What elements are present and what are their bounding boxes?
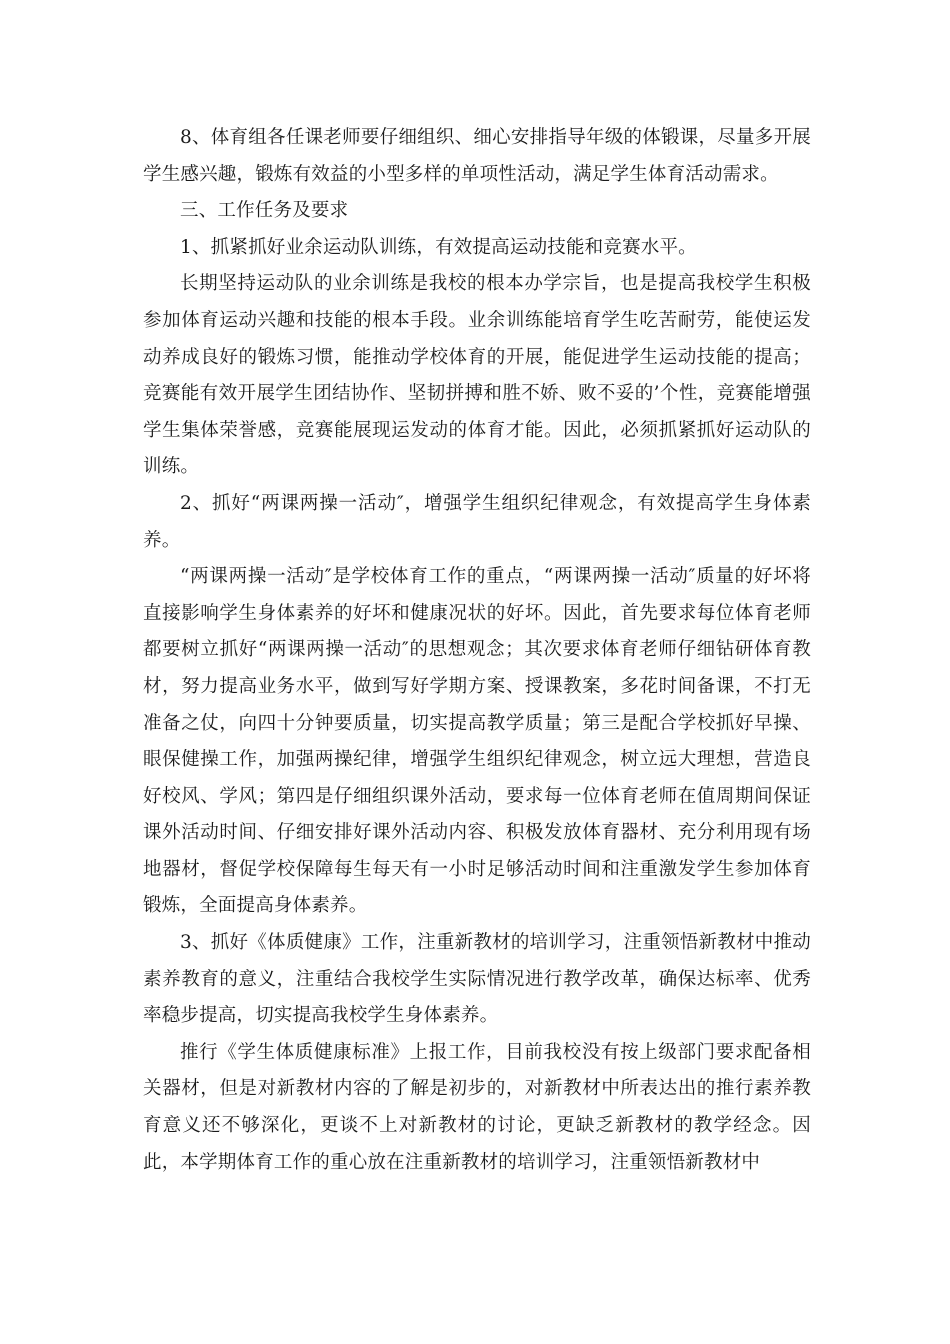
document-body <box>143 120 811 1181</box>
paragraph-two-classes: “两课两操一活动″是学校体育工作的重点，“两课两操一活动″质量的好坏将直接影响学生身体素养的好坏和健康况状的好坏。因此，首先要求每位体育老师都要树立抓好“两课两操一活动″的思想观念；其次要求体育老师仔细钻研体育教材，努力提高业务水平，做到写好学期方案、授课教案，多花时间备课，不打无准备之仗，向四十分钟要质量，切实提高教学质量；第三是配合学校抓好早操、眼保健操工作，加强两操纪律，增强学生组织纪律观念，树立远大理想，营造良好校风、学风；第四是仔细组织课外活动，要求每一位体育老师在值周期间保证课外活动时间、仔细安排好课外活动内容、积极发放体育器材、充分利用现有场地器材，督促学校保障每生每天有一小时足够活动时间和注重激发学生参加体育锻炼，全面提高身体素养。 <box>143 566 811 917</box>
paragraph-item-1-heading: 1、抓紧抓好业余运动队训练，有效提高运动技能和竞赛水平。 <box>180 236 697 258</box>
paragraph-item-3-heading: 3、抓好《体质健康》工作，注重新教材的培训学习，注重领悟新教材中推动素养教育的意义，注重结合我校学生实际情况进行教学改革，确保达标率、优秀率稳步提高，切实提高我校学生身体素养。 <box>143 932 811 1027</box>
paragraph-item-2-heading: 2、抓好“两课两操一活动″，增强学生组织纪律观念，有效提高学生身体素养。 <box>143 492 811 551</box>
paragraph-training: 长期坚持运动队的业余训练是我校的根本办学宗旨，也是提高我校学生积极参加体育运动兴趣和技能的根本手段。业余训练能培育学生吃苦耐劳，能使运发动养成良好的锻炼习惯，能推动学校体育的开展，能促进学生运动技能的提高；竞赛能有效开展学生团结协作、坚韧拼搏和胜不娇、败不妥的’个性，竞赛能增强学生集体荣誉感，竞赛能展现运发动的体育才能。因此，必须抓紧抓好运动队的训练。 <box>143 273 811 478</box>
paragraph-health-standard: 推行《学生体质健康标准》上报工作，目前我校没有按上级部门要求配备相关器材，但是对新教材内容的了解是初步的，对新教材中所表达出的推行素养教育意义还不够深化，更谈不上对新教材的讨论，更缺乏新教材的教学经念。因此，本学期体育工作的重心放在注重新教材的培训学习，注重领悟新教材中 <box>143 1041 811 1173</box>
paragraph-item-8: 8、体育组各任课老师要仔细组织、细心安排指导年级的体锻课，尽量多开展学生感兴趣，锻炼有效益的小型多样的单项性活动，满足学生体育活动需求。 <box>143 127 811 185</box>
section-heading-tasks: 三、工作任务及要求 <box>180 200 349 222</box>
